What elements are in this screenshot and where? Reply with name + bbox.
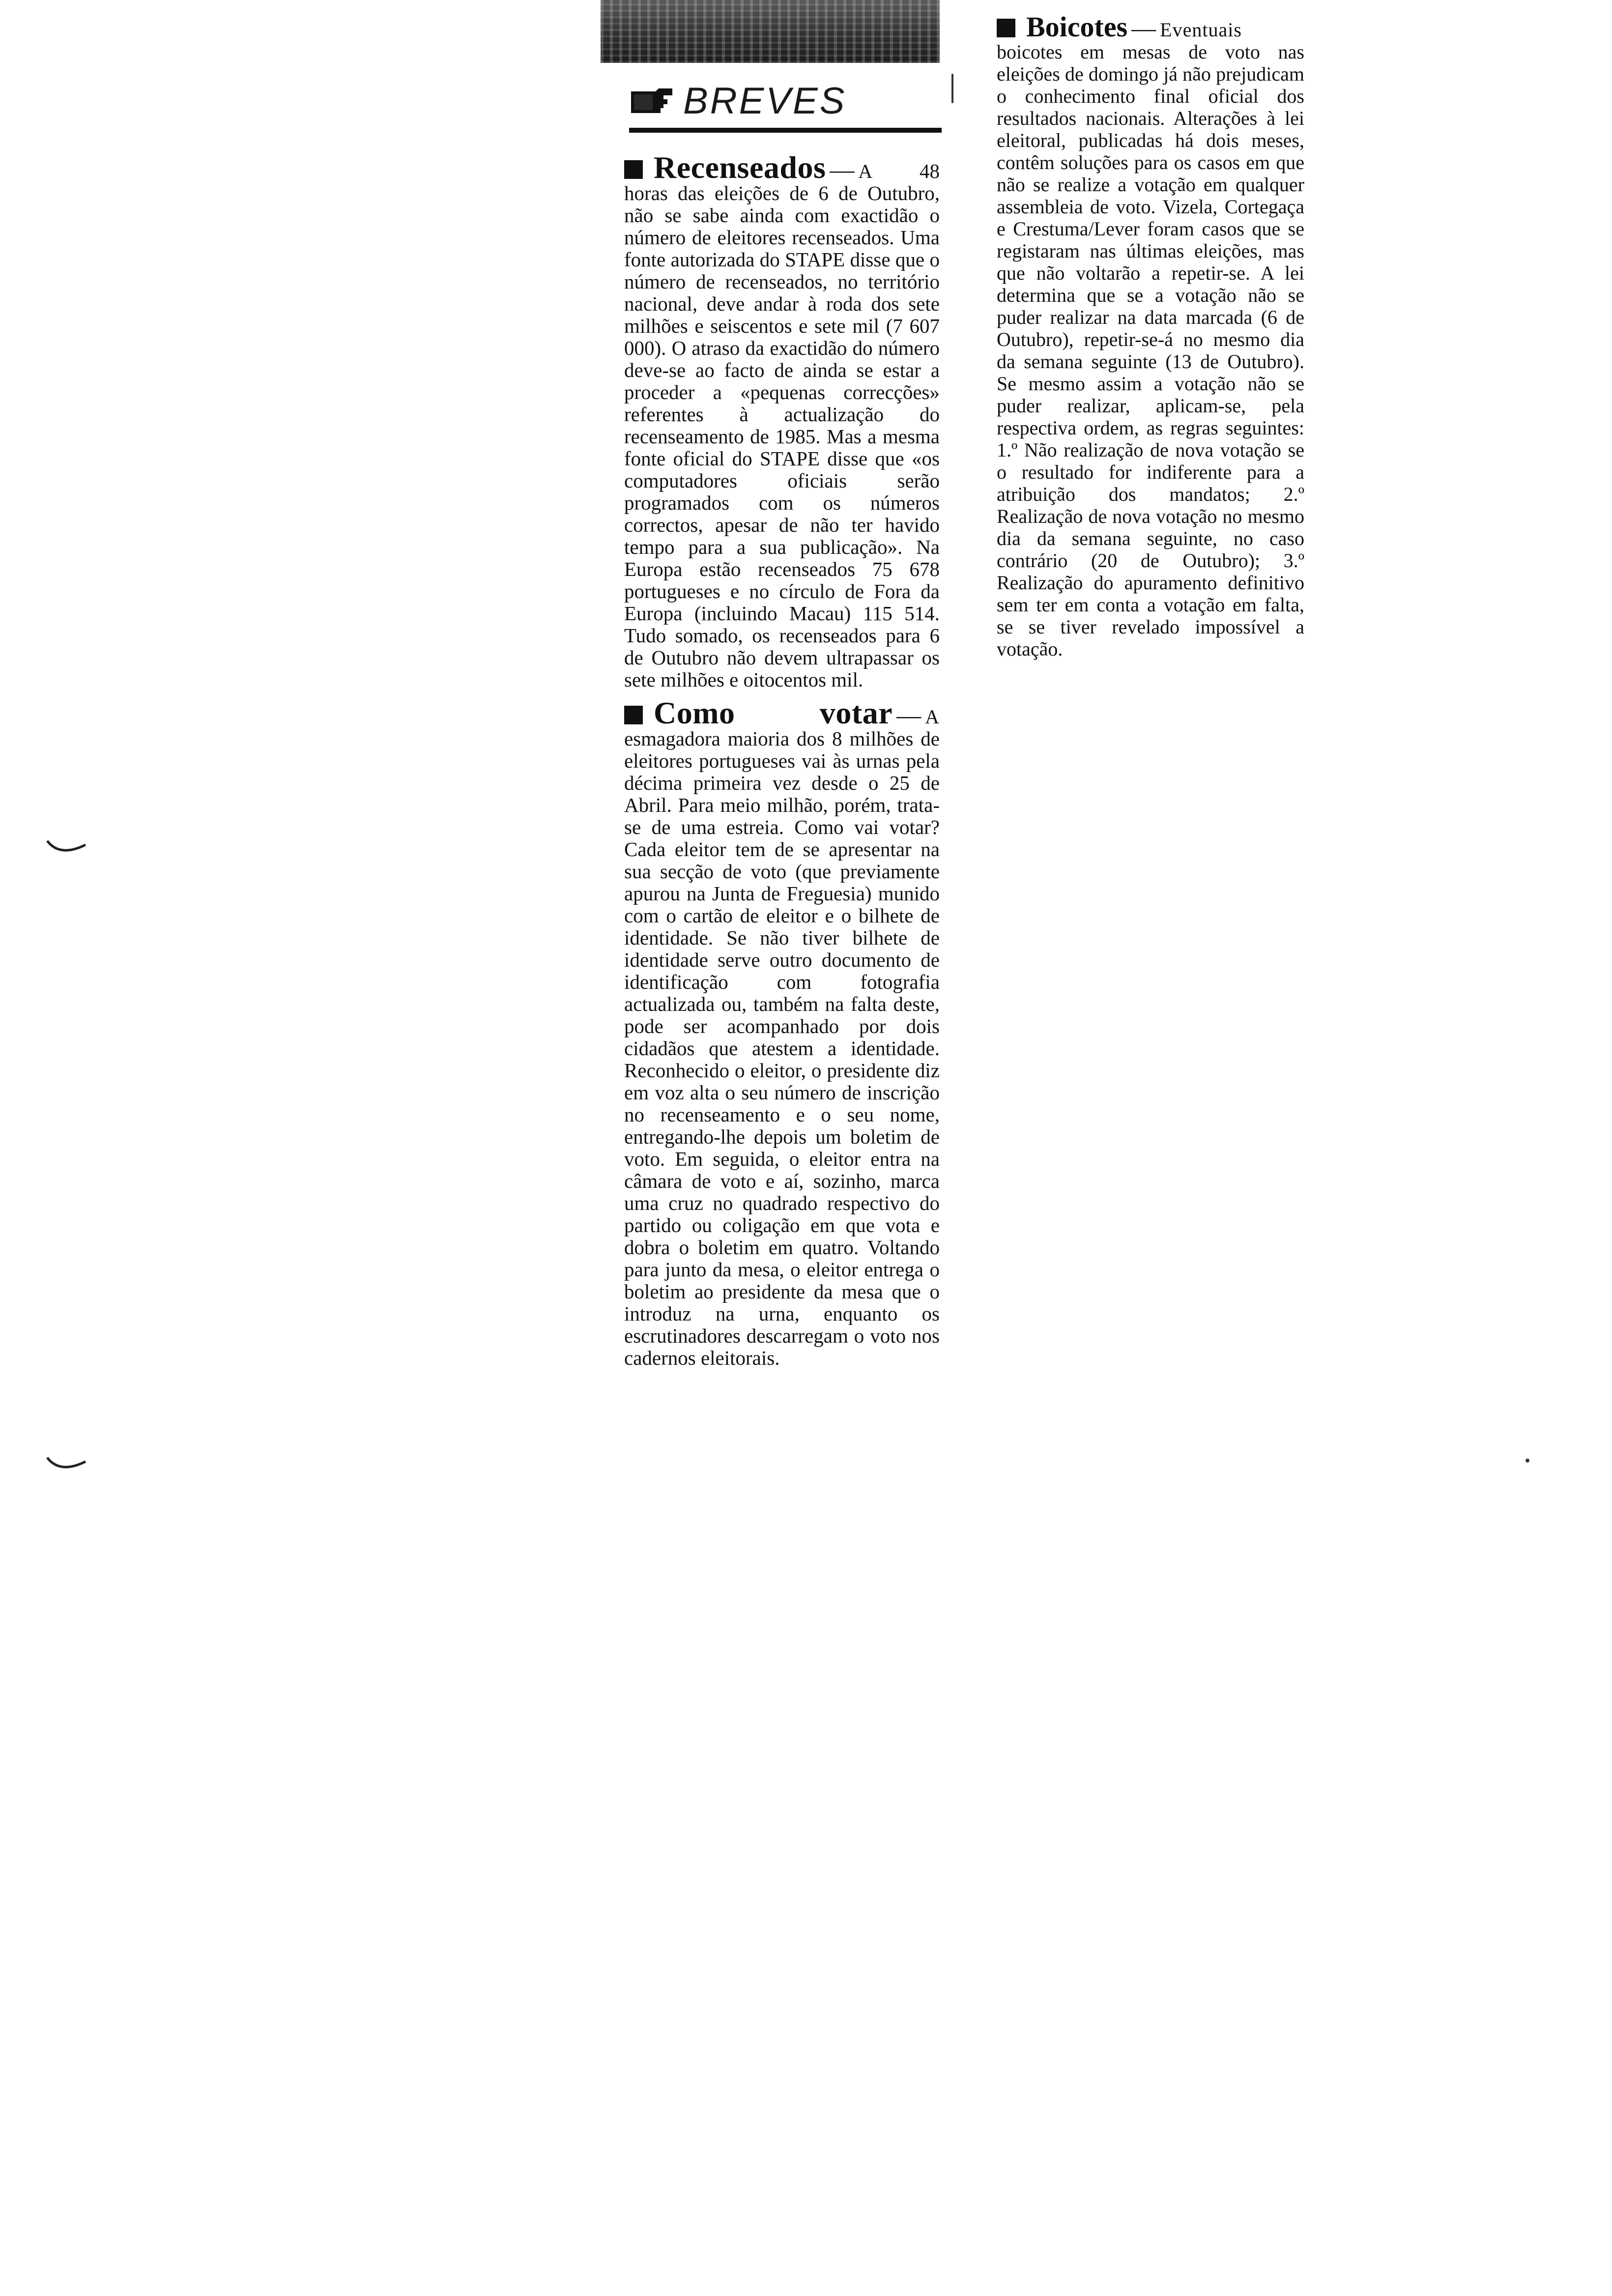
pointing-hand-icon [629,86,674,115]
binder-mark-icon [45,1455,87,1474]
article-lead-word: A [925,706,940,728]
binder-mark-icon [45,838,87,858]
article-boicotes [997,11,1304,660]
article-como-votar [624,695,940,1369]
square-bullet-icon [624,160,643,179]
stray-speck [951,74,953,103]
article-lead-word: A [858,160,873,182]
article-heading: Recenseados [654,150,826,185]
header-photo-strip [601,0,940,63]
square-bullet-icon [624,706,643,724]
stray-speck [1526,1459,1529,1463]
section-header [629,81,944,120]
heading-dash: — [896,701,921,729]
article-recenseados [624,150,940,691]
article-body: boicotes em mesas de voto nas eleições de domingo já não prejudicam o conhecimento final oficial dos resultados nacionais. Alterações à lei eleitoral, publicadas há dois meses, contêm soluções para os casos em que não se realize a votação em qualquer assembleia de voto. Vizela, Cortegaça e Crestuma/Lever foram casos que se registaram nas últimas eleições, mas que não voltarão a repetir-se. A lei determina que se a votação não se puder realizar na data marcada (6 de Outubro), repetir-se-á no mesmo dia da semana seguinte (13 de Outubro). Se mesmo assim a votação não se puder realizar, aplicam-se, pela respectiva ordem, as regras seguintes: 1.º Não realização de nova votação se o resultado for indiferente para a atribuição dos mandatos; 2.º Realização de nova votação no mesmo dia da semana seguinte, no caso contrário (20 de Outubro); 3.º Realização do apuramento definitivo sem ter em conta a votação em falta, se se tiver revelado impossível a votação. [997,41,1304,660]
left-column [624,150,940,1380]
heading-dash: — [1131,14,1156,42]
right-column [997,11,1304,671]
article-body: 48 horas das eleições de 6 de Outubro, não se sabe ainda com exactidão o número de eleitores recenseados. Uma fonte autorizada do STAPE disse que o número de recenseados, no território nacional, deve andar à roda dos sete milhões e seiscentos e sete mil (7 607 000). O atraso da exactidão do número deve-se ao facto de ainda se estar a proceder a «pequenas correcções» referentes à actualização do recenseamento de 1985. Mas a mesma fonte oficial do STAPE disse que «os computadores oficiais serão programados com os números correctos, apesar de não ter havido tempo para a sua publicação». Na Europa estão recenseados 75 678 portugueses e no círculo de Fora da Europa (incluindo Macau) 115 514. Tudo somado, os recenseados para 6 de Outubro não devem ultrapassar os sete milhões e oitocentos mil. [624,160,940,691]
article-heading: Como votar [654,695,893,730]
section-rule [629,128,942,133]
section-title: BREVES [683,80,847,122]
heading-dash: — [830,156,855,183]
square-bullet-icon [997,19,1015,37]
article-lead-word: Eventuais [1160,19,1242,41]
article-body: esmagadora maioria dos 8 milhões de eleitores portugueses vai às urnas pela décima primeira vez desde o 25 de Abril. Para meio milhão, porém, trata-se de uma estreia. Como vai votar? Cada eleitor tem de se apresentar na sua secção de voto (que previamente apurou na Junta de Freguesia) munido com o cartão de eleitor e o bilhete de identidade. Se não tiver bilhete de identidade serve outro documento de identificação com fotografia actualizada ou, também na falta deste, pode ser acompanhado por dois cidadãos que atestem a identidade. Reconhecido o eleitor, o presidente diz em voz alta o seu número de inscrição no recenseamento e o seu nome, entregando-lhe depois um boletim de voto. Em seguida, o eleitor entra na câmara de voto e aí, sozinho, marca uma cruz no quadrado respectivo do partido ou coligação em que vota e dobra o boletim em quatro. Voltando para junto da mesa, o eleitor entrega o boletim ao presidente da mesa que o introduz na urna, enquanto os escrutinadores descarregam o voto nos cadernos eleitorais. [624,727,940,1369]
article-heading: Boicotes [1026,11,1128,43]
